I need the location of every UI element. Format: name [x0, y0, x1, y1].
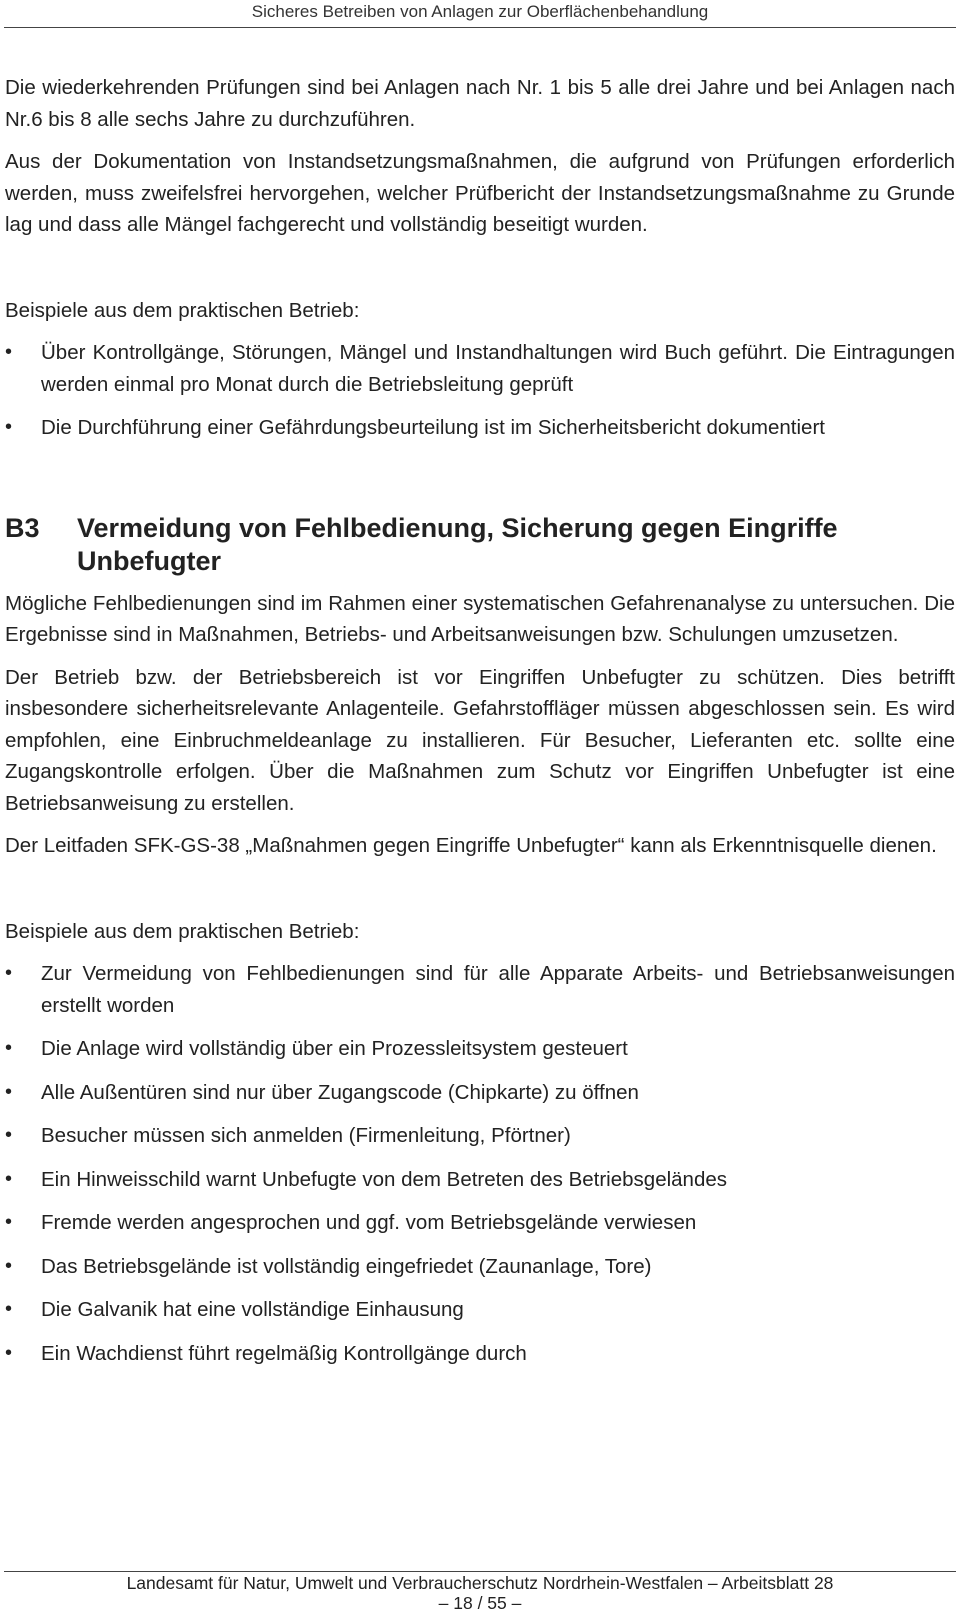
examples-heading-2: Beispiele aus dem praktischen Betrieb: — [5, 919, 360, 943]
bullet-icon: • — [5, 341, 13, 363]
section-paragraph-1: Mögliche Fehlbedienungen sind im Rahmen einer systematischen Gefahrenanalyse zu untersuchen. Die Ergebnisse sind in Maßnahmen, Betriebs- und Arbeitsanweisungen bzw. Schulungen umzusetzen. — [5, 591, 955, 646]
bullet-icon: • — [5, 1254, 13, 1277]
intro-paragraph-1: Die wiederkehrenden Prüfungen sind bei Anlagen nach Nr. 1 bis 5 alle drei Jahre und bei Anlagen nach Nr.6 bis 8 alle sechs Jahre zu durchzuführen. — [5, 76, 955, 131]
list-item: • Das Betriebsgelände ist vollständig eingefriedet (Zaunanlage, Tore) — [5, 1251, 955, 1283]
intro-paragraph-2: Aus der Dokumentation von Instandsetzungsmaßnahmen, die aufgrund von Prüfungen erforderlich werden, muss zweifelsfrei hervorgehen, welcher Prüfbericht der Instandsetzungsmaßnahme zu Grunde lag und dass alle Mängel fachgerecht und vollständig beseitigt wurden. — [5, 150, 955, 236]
footer-divider — [4, 1571, 956, 1572]
footer-institution: Landesamt für Natur, Umwelt und Verbraucherschutz Nordrhein-Westfalen – Arbeitsblatt 28 — [126, 1573, 834, 1593]
section-paragraph-3: Der Leitfaden SFK-GS-38 „Maßnahmen gegen Eingriffe Unbefugter“ kann als Erkenntnisquelle dienen. — [5, 834, 937, 857]
examples-list-2 — [5, 958, 955, 1369]
document-body — [5, 72, 955, 1381]
list-item: • Fremde werden angesprochen und ggf. vom Betriebsgelände verwiesen — [5, 1207, 955, 1239]
list-item: • Die Galvanik hat eine vollständige Einhausung — [5, 1294, 955, 1326]
bullet-icon: • — [5, 1037, 13, 1059]
list-item: • Zur Vermeidung von Fehlbedienungen sind für alle Apparate Arbeits- und Betriebsanweisungen erstellt worden — [5, 958, 955, 1021]
page-footer — [0, 1573, 960, 1613]
bullet-icon: • — [5, 1167, 13, 1190]
bullet-icon: • — [5, 1341, 13, 1364]
section-number: B3 — [5, 512, 40, 543]
list-item: • Besucher müssen sich anmelden (Firmenleitung, Pförtner) — [5, 1120, 955, 1152]
section-paragraph-2: Der Betrieb bzw. der Betriebsbereich ist vor Eingriffen Unbefugter zu schützen. Dies betrifft insbesondere sicherheitsrelevante Anlagenteile. Gefahrstoffläger müssen abgeschlossen sein. Es wird empfohlen, eine Einbruchmeldeanlage zu installieren. Für Besucher, Lieferanten etc. sollte eine Zugangskontrolle erfolgen. Über die Maßnahmen zum Schutz vor Eingriffen Unbefugter ist eine Betriebsanweisung zu erstellen. — [5, 665, 955, 815]
list-item: • Alle Außentüren sind nur über Zugangscode (Chipkarte) zu öffnen — [5, 1077, 955, 1109]
bullet-icon: • — [5, 962, 13, 984]
list-item: • Ein Wachdienst führt regelmäßig Kontrollgänge durch — [5, 1338, 955, 1370]
list-item: • Über Kontrollgänge, Störungen, Mängel und Instandhaltungen wird Buch geführt. Die Eintragungen werden einmal pro Monat durch die Betriebsleitung geprüft — [5, 337, 955, 400]
list-item: • Die Anlage wird vollständig über ein Prozessleitsystem gesteuert — [5, 1033, 955, 1065]
list-item: • Ein Hinweisschild warnt Unbefugte von dem Betreten des Betriebsgeländes — [5, 1164, 955, 1196]
examples-list-1 — [5, 337, 955, 444]
section-heading — [5, 512, 955, 578]
bullet-icon: • — [5, 1298, 13, 1320]
bullet-icon: • — [5, 1211, 13, 1233]
examples-heading-1: Beispiele aus dem praktischen Betrieb: — [5, 298, 360, 322]
page-number: – 18 / 55 – — [438, 1593, 522, 1613]
bullet-icon: • — [5, 1080, 13, 1103]
header-divider — [4, 27, 956, 28]
list-item: • Die Durchführung einer Gefährdungsbeurteilung ist im Sicherheitsbericht dokumentiert — [5, 412, 955, 444]
bullet-icon: • — [5, 1124, 13, 1146]
section-title: Vermeidung von Fehlbedienung, Sicherung gegen Eingriffe Unbefugter — [77, 512, 838, 576]
bullet-icon: • — [5, 416, 13, 438]
page-header: Sicheres Betreiben von Anlagen zur Oberflächenbehandlung — [251, 2, 709, 21]
